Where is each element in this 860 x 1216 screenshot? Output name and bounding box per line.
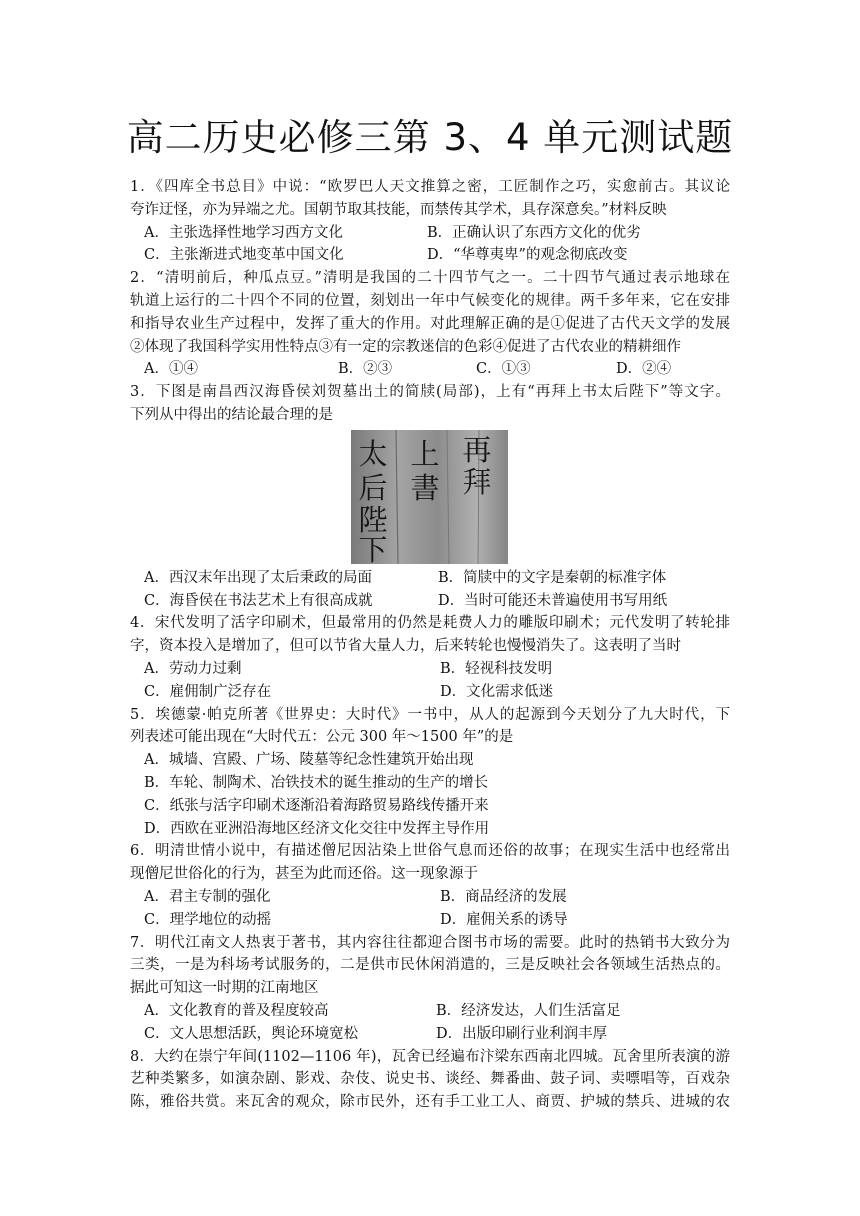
question-text-line: 现僧尼世俗化的行为，甚至为此而还俗。这一现象源于 <box>130 866 478 883</box>
options-row <box>130 244 730 267</box>
question-3 <box>130 381 730 612</box>
slip-char: 下 <box>358 532 388 564</box>
option-d: D．西欧在亚洲沿海地区经济文化交往中发挥主导作用 <box>144 820 490 837</box>
question-text-line: 据此可知这一时期的江南地区 <box>130 980 319 997</box>
option-c: C．海昏侯在书法艺术上有很高成就 <box>144 592 373 609</box>
option-b: B．车轮、制陶术、冶铁技术的诞生推动的生产的增长 <box>144 774 489 791</box>
option-c: C．纸张与活字印刷术逐渐沿着海路贸易路线传播开来 <box>144 797 489 814</box>
options-row <box>130 567 730 590</box>
question-text-line: 6．明清世情小说中，有描述僧尼因沾染上世俗气息而还俗的故事；在现实生活中也经常出 <box>130 843 730 860</box>
option-c: C．理学地位的动摇 <box>144 911 272 928</box>
figure-wrapper <box>130 427 730 567</box>
options-row <box>130 818 730 841</box>
options-row <box>130 909 730 932</box>
question-4 <box>130 612 730 703</box>
option-a: A．劳动力过剩 <box>144 660 242 677</box>
question-6 <box>130 840 730 931</box>
option-a: A．西汉末年出现了太后秉政的局面 <box>144 569 372 586</box>
slip-char: 上 <box>410 436 440 471</box>
question-text-line: 艺种类繁多，如演杂剧、影戏、杂伎、说史书、谈经、舞番曲、鼓子词、卖嘌唱等，百戏杂 <box>130 1071 730 1088</box>
question-text-line: 4．宋代发明了活字印刷术，但最常用的仍然是耗费人力的雕版印刷术；元代发明了转轮排 <box>130 615 730 632</box>
options-row <box>130 358 730 381</box>
options-row <box>130 681 730 704</box>
question-text-line: 字，资本投入是增加了，但可以节省大量人力，后来转轮也慢慢消失了。这表明了当时 <box>130 638 681 655</box>
option-c: C．①③ <box>476 361 531 378</box>
questions <box>130 176 730 1114</box>
options-row <box>130 772 730 795</box>
question-text-line: 轨道上运行的二十四个不同的位置，刻划出一年中气候变化的规律。两千多年来，它在安排 <box>130 292 730 309</box>
option-b: B．轻视科技发明 <box>440 660 553 677</box>
slip-char: 后 <box>358 470 388 505</box>
slip-char: 再 <box>462 432 492 467</box>
question-text-line: 列表述可能出现在“大时代五：公元 300 年～1500 年”的是 <box>130 729 514 746</box>
question-text-line: 和指导农业生产过程中，发挥了重大的作用。对此理解正确的是①促进了古代天文学的发展 <box>130 315 730 332</box>
slip-char: 陛 <box>358 502 388 537</box>
options-row <box>130 222 730 245</box>
options-row <box>130 658 730 681</box>
options-row <box>130 590 730 613</box>
question-text-line: 5．埃德蒙·帕克所著《世界史：大时代》一书中，从人的起源到今天划分了九大时代，下 <box>130 706 730 723</box>
options-row <box>130 795 730 818</box>
option-b: B．经济发达，人们生活富足 <box>436 1002 621 1019</box>
question-text-line: 8．大约在崇宁年间(1102—1106 年)，瓦舍已经遍布汴梁东西南北四城。瓦舍里所表演的游 <box>130 1048 730 1065</box>
option-d: D．“华尊夷卑”的观念彻底改变 <box>427 247 628 264</box>
option-c: C．文人思想活跃，舆论环境宽松 <box>144 1025 359 1042</box>
question-2 <box>130 267 730 381</box>
options-row <box>130 886 730 909</box>
question-text-line: 下列从中得出的结论最合理的是 <box>130 406 333 423</box>
option-a: A．文化教育的普及程度较高 <box>144 1002 329 1019</box>
question-text-line: 夸诈迂怪，亦为异端之尤。国朝节取其技能，而禁传其学术，具存深意矣。”材料反映 <box>130 201 667 218</box>
slip-char: 太 <box>358 436 388 471</box>
option-c: C．主张渐进式地变革中国文化 <box>144 247 344 264</box>
question-1 <box>130 176 730 267</box>
slip-char: 書 <box>410 470 440 505</box>
slip-char: 拜 <box>462 464 492 499</box>
option-b: B．商品经济的发展 <box>440 888 567 905</box>
options-row <box>130 1023 730 1046</box>
options-row <box>130 1000 730 1023</box>
option-c: C．雇佣制广泛存在 <box>144 683 272 700</box>
option-d: D．当时可能还未普遍使用书写用纸 <box>438 592 668 609</box>
question-7 <box>130 932 730 1046</box>
option-a: A．城墙、宫殿、广场、陵墓等纪念性建筑开始出现 <box>144 752 474 769</box>
option-d: D．②④ <box>616 361 672 378</box>
question-8 <box>130 1046 730 1114</box>
option-b: B．简牍中的文字是秦朝的标准字体 <box>438 569 667 586</box>
option-d: D．出版印刷行业利润丰厚 <box>436 1025 608 1042</box>
question-text-line: 1．《四库全书总目》中说：“欧罗巴人天文推算之密，工匠制作之巧，实愈前古。其议论 <box>130 179 730 195</box>
question-text-line: ②体现了我国科学实用性特点③有一定的宗教迷信的色彩④促进了古代农业的精耕细作 <box>130 338 681 355</box>
option-a: A．君主专制的强化 <box>144 888 271 905</box>
option-d: D．雇佣关系的诱导 <box>440 911 568 928</box>
bamboo-slip-photo <box>351 430 508 564</box>
option-a: A．①④ <box>144 361 198 378</box>
question-text-line: 三类，一是为科场考试服务的，二是供市民休闲消遣的，三是反映社会各领域生活热点的。 <box>130 957 730 974</box>
question-5 <box>130 704 730 841</box>
page-title: 高二历史必修三第 3、4 单元测试题 <box>126 116 734 159</box>
question-text-line: 陈，雅俗共赏。来瓦舍的观众，除市民外，还有手工业工人、商贾、护城的禁兵、进城的农 <box>130 1094 730 1111</box>
option-a: A．主张选择性地学习西方文化 <box>144 224 343 241</box>
options-row <box>130 749 730 772</box>
option-d: D．文化需求低迷 <box>440 683 554 700</box>
question-text-line: 2．“清明前后，种瓜点豆。”清明是我国的二十四节气之一。二十四节气通过表示地球在 <box>130 270 730 287</box>
option-b: B．正确认识了东西方文化的优劣 <box>427 224 641 241</box>
option-b: B．②③ <box>338 361 393 378</box>
bamboo-slip-image <box>351 430 508 564</box>
question-text-line: 7．明代江南文人热衷于著书，其内容往往都迎合图书市场的需要。此时的热销书大致分为 <box>130 934 730 951</box>
question-text-line: 3．下图是南昌西汉海昏侯刘贺墓出土的简牍(局部)，上有“再拜上书太后陛下”等文字。 <box>130 384 730 401</box>
